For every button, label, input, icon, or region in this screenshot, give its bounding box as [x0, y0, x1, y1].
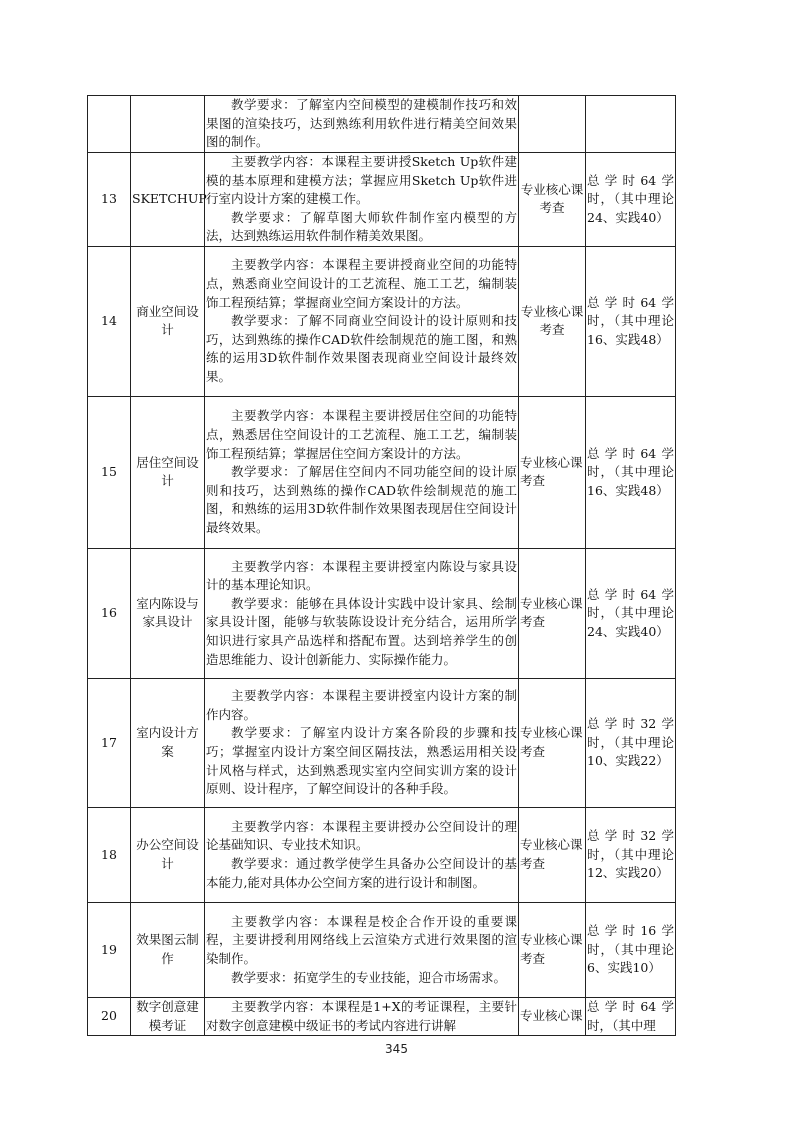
course-hours: 总学时64学时，（其中理论16、实践48）: [586, 396, 676, 548]
course-content: [205, 246, 519, 396]
course-content: [205, 807, 519, 902]
page-number: 345: [385, 1042, 408, 1056]
course-name: 室内陈设与家具设计: [131, 548, 205, 678]
main-content: 主要教学内容：本课程是1+X的考证课程，主要针对数字创意建模中级证书的考试内容进行讲解: [206, 998, 517, 1033]
main-content: 主要教学内容：本课程主要讲授商业空间的功能特点，熟悉商业空间设计的工艺流程、施工工艺，编制装饰工程预结算；掌握商业空间方案设计的方法。: [206, 257, 517, 310]
main-content: 主要教学内容：本课程是校企合作开设的重要课程，主要讲授利用网络线上云渲染方式进行效果图的渲染制作。: [206, 913, 517, 966]
table-row: [88, 96, 676, 153]
course-table: [87, 95, 676, 1036]
table-row: [88, 246, 676, 396]
teaching-requirement: 教学要求：了解室内空间模型的建模制作技巧和效果图的渲染技巧，达到熟练利用软件进行精美空间效果图的制作。: [206, 97, 517, 150]
teaching-requirement: 教学要求：拓宽学生的专业技能，迎合市场需求。: [231, 969, 507, 985]
teaching-requirement: 教学要求：了解草图大师软件制作室内模型的方法，达到熟练运用软件制作精美效果图。: [206, 209, 517, 244]
course-hours: 总学时32学时，（其中理论12、实践20）: [586, 807, 676, 902]
course-hours: 总学时64学时，（其中理论24、实践40）: [586, 548, 676, 678]
table-row: [88, 807, 676, 902]
table-row: [88, 153, 676, 247]
course-hours: 总学时32学时，（其中理论10、实践22）: [586, 678, 676, 807]
course-name: 居住空间设计: [131, 396, 205, 548]
teaching-requirement: 教学要求：了解不同商业空间设计的设计原则和技巧，达到熟练的操作CAD软件绘制规范的施工图，和熟练的运用3D软件制作效果图表现商业空间设计最终效果。: [206, 313, 517, 384]
table-row: [88, 902, 676, 997]
row-number: 16: [88, 548, 131, 678]
course-type: 专业核心课考查: [519, 678, 586, 807]
course-name: [131, 96, 205, 153]
main-content: 主要教学内容：本课程主要讲授室内设计方案的制作内容。: [206, 688, 517, 722]
row-number: 17: [88, 678, 131, 807]
row-number: 18: [88, 807, 131, 902]
course-content: [205, 997, 519, 1035]
course-name: 办公空间设计: [131, 807, 205, 902]
main-content: 主要教学内容：本课程主要讲授居住空间的功能特点，熟悉居住空间设计的工艺流程、施工工艺，编制装饰工程预结算；掌握居住空间方案设计的方法。: [206, 408, 517, 461]
course-type: 专业核心课考查: [519, 246, 586, 396]
course-name: 数字创意建模考证: [131, 997, 205, 1035]
course-type: 专业核心课: [519, 997, 586, 1035]
course-name: 室内设计方案: [131, 678, 205, 807]
course-hours: 总学时64学时，（其中理: [586, 997, 676, 1035]
course-hours: 总学时64学时，（其中理论16、实践48）: [586, 246, 676, 396]
course-name: 商业空间设计: [131, 246, 205, 396]
course-type: 专业核心课考查: [519, 153, 586, 247]
teaching-requirement: 教学要求：了解居住空间内不同功能空间的设计原则和技巧，达到熟练的操作CAD软件绘制规范的施工图，和熟练的运用3D软件制作效果图表现居住空间设计最终效果。: [206, 464, 517, 535]
table-row: [88, 997, 676, 1035]
course-type: 专业核心课考查: [519, 396, 586, 548]
row-number: 14: [88, 246, 131, 396]
course-type: 专业核心课考查: [519, 548, 586, 678]
course-hours: 总学时64学时，（其中理论24、实践40）: [586, 153, 676, 247]
course-content: [205, 96, 519, 153]
table-row: [88, 678, 676, 807]
row-number: 13: [88, 153, 131, 247]
course-content: [205, 396, 519, 548]
course-hours: 总学时16学时，（其中理论6、实践10）: [586, 902, 676, 997]
course-type: 专业核心课考查: [519, 902, 586, 997]
row-number: [88, 96, 131, 153]
course-content: [205, 548, 519, 678]
main-content: 主要教学内容：本课程主要讲授室内陈设与家具设计的基本理论知识。: [206, 558, 517, 593]
course-name: 效果图云制作: [131, 902, 205, 997]
main-content: 主要教学内容：本课程主要讲授Sketch Up软件建模的基本原理和建模方法；掌握应用Sketch Up软件进行室内设计方案的建模工作。: [206, 154, 517, 207]
table-row: [88, 396, 676, 548]
table-row: [88, 548, 676, 678]
course-type: [519, 96, 586, 153]
row-number: 20: [88, 997, 131, 1035]
course-type: 专业核心课考查: [519, 807, 586, 902]
course-content: [205, 153, 519, 247]
row-number: 15: [88, 396, 131, 548]
teaching-requirement: 教学要求：能够在具体设计实践中设计家具、绘制家具设计图，能够与软装陈设设计充分结合，运用所学知识进行家具产品选样和搭配布置。达到培养学生的创造思维能力、设计创新能力、实际操作能力。: [206, 595, 517, 667]
row-number: 19: [88, 902, 131, 997]
teaching-requirement: 教学要求：通过教学使学生具备办公空间设计的基本能力,能对具体办公空间方案的进行设计和制图。: [206, 855, 517, 890]
course-hours: [586, 96, 676, 153]
course-content: [205, 902, 519, 997]
main-content: 主要教学内容：本课程主要讲授办公空间设计的理论基础知识、专业技术知识。: [206, 818, 517, 853]
course-name: SKETCHUP: [131, 153, 205, 247]
teaching-requirement: 教学要求：了解室内设计方案各阶段的步骤和技巧；掌握室内设计方案空间区隔技法，熟悉运用相关设计风格与样式，达到熟悉现实室内空间实训方案的设计原则、设计程序，了解空间设计的各种手段。: [206, 725, 517, 797]
course-content: [205, 678, 519, 807]
